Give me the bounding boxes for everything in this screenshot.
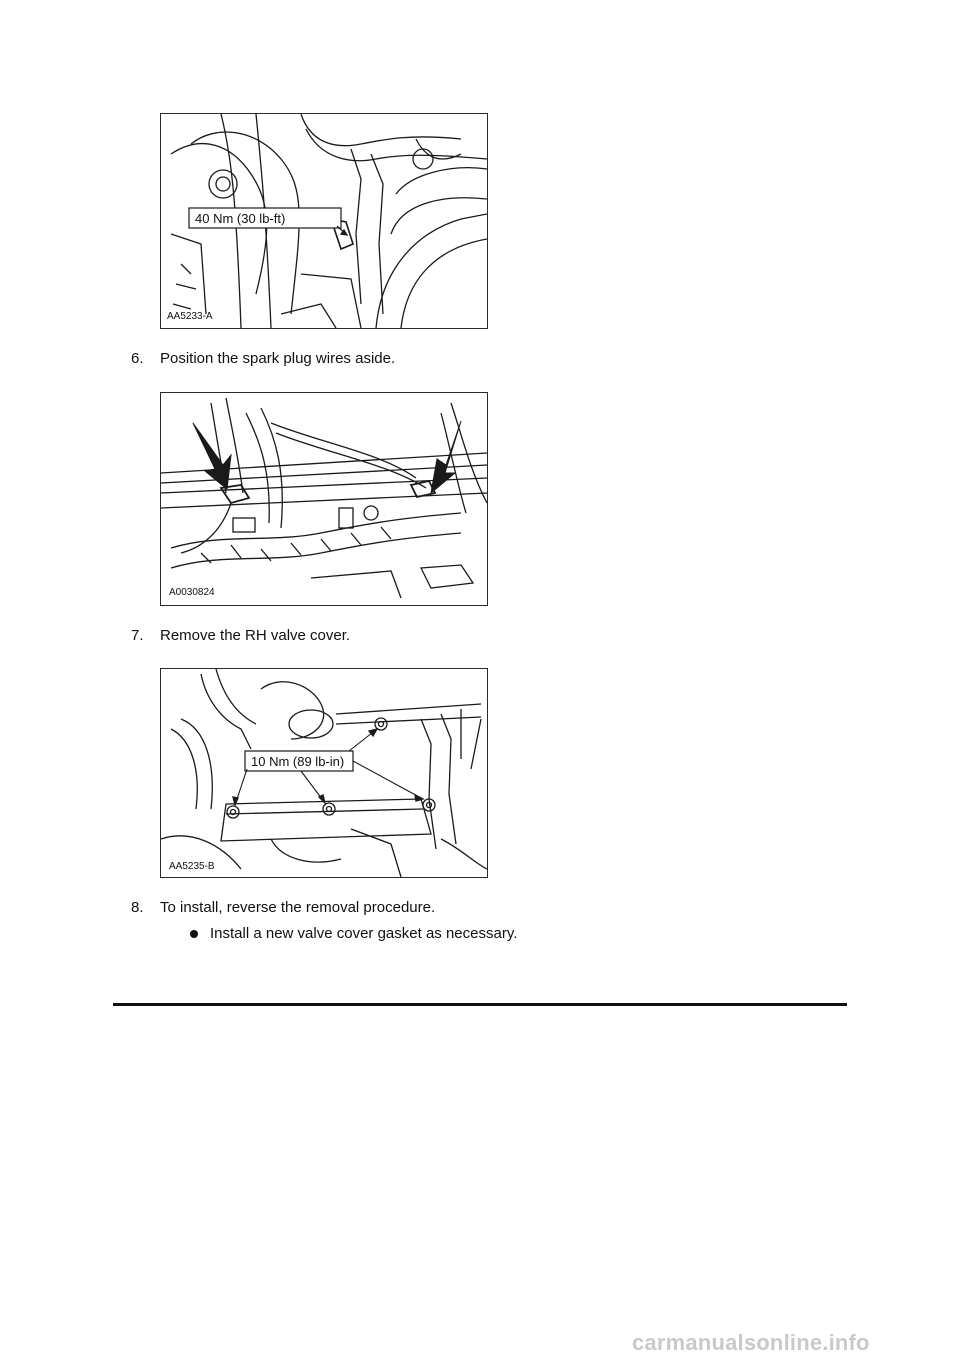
step-item — [131, 350, 395, 368]
engine-illustration-1 — [161, 114, 487, 328]
figure-id: AA5233-A — [167, 311, 213, 322]
figure-spark-plug-wires — [160, 392, 488, 606]
torque-callout: 40 Nm (30 lb-ft) — [195, 211, 286, 226]
engine-illustration-2 — [161, 393, 487, 605]
bullet-item — [190, 925, 517, 943]
bullet-dot-icon — [190, 930, 198, 938]
engine-illustration-3 — [161, 669, 487, 877]
step-text: Remove the RH valve cover. — [160, 627, 351, 644]
torque-callout: 10 Nm (89 lb-in) — [251, 754, 345, 769]
figure-id: A0030824 — [169, 587, 215, 598]
step-item — [131, 627, 350, 645]
section-divider — [113, 1003, 847, 1006]
figure-id: AA5235-B — [169, 861, 215, 872]
step-number: 7. — [131, 627, 144, 644]
figure-valve-cover — [160, 668, 488, 878]
bullet-text: Install a new valve cover gasket as necessary. — [210, 925, 518, 942]
step-number: 6. — [131, 350, 144, 367]
step-number: 8. — [131, 899, 144, 916]
figure-torque-bolt — [160, 113, 488, 329]
watermark: carmanualsonline.info — [632, 1330, 870, 1355]
step-text: To install, reverse the removal procedure. — [160, 899, 436, 916]
step-item — [131, 899, 435, 917]
step-text: Position the spark plug wires aside. — [160, 350, 396, 367]
